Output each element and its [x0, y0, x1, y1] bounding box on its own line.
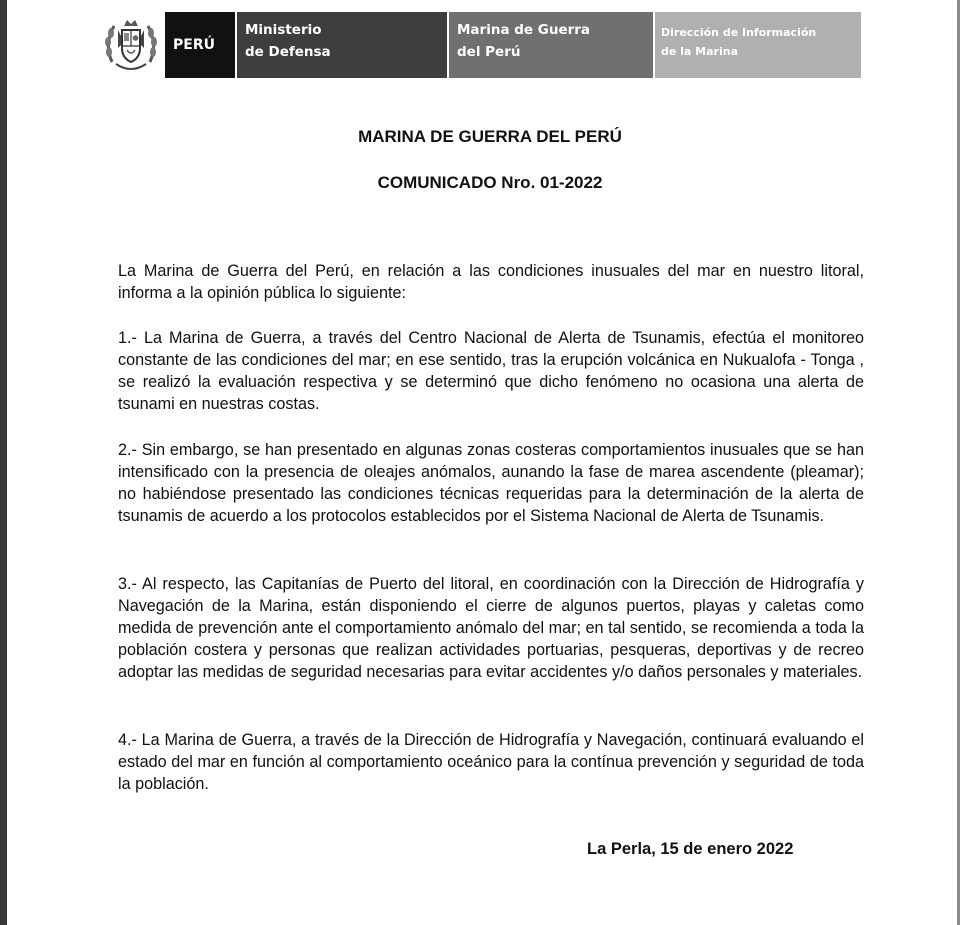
marina-line-1: Marina de Guerra — [457, 22, 591, 38]
direccion-block — [655, 12, 861, 78]
paragraph-2: 2.- Sin embargo, se han presentado en algunas zonas costeras comportamientos inusuales que se han intensificado con la presencia de oleajes anómalos, aunando la fase de marea ascendente (pleamar); no habiéndose presentado las condiciones técnicas requeridas para la determinación de la alerta de tsunamis de acuerdo a los protocolos establecidos por el Sistema Nacional de Alerta de Tsunamis. — [118, 441, 864, 525]
ministerio-line-1: Ministerio — [245, 22, 322, 38]
letterhead — [100, 12, 861, 78]
ministerio-line-2: de Defensa — [245, 44, 331, 60]
intro-paragraph: La Marina de Guerra del Perú, en relación a las condiciones inusuales del mar en nuestro litoral, informa a la opinión pública lo siguiente: — [118, 262, 864, 302]
paragraph-4: 4.- La Marina de Guerra, a través de la Dirección de Hidrografía y Navegación, continuará evaluando el estado del mar en función al comportamiento oceánico para la contínua prevención y seguridad de toda la población. — [118, 731, 864, 793]
communique-number: COMUNICADO Nro. 01-2022 — [377, 173, 603, 192]
place-and-date: La Perla, 15 de enero 2022 — [587, 840, 794, 858]
marina-block — [449, 12, 653, 78]
paragraph-3: 3.- Al respecto, las Capitanías de Puerto del litoral, en coordinación con la Dirección de Hidrografía y Navegación de la Marina, están disponiendo el cierre de algunos puertos, playas y caletas como medida de prevención ante el comportamiento anómalo del mar; en tal sentido, se recomienda a toda la población costera y personas que realizan actividades portuarias, pesqueras, deportivas y de recreo adoptar las medidas de seguridad necesarias para evitar accidentes y/o daños personales y materiales. — [118, 575, 864, 681]
paragraph-1: 1.- La Marina de Guerra, a través del Centro Nacional de Alerta de Tsunamis, efectúa el monitoreo constante de las condiciones del mar; en ese sentido, tras la erupción volcánica en Nukualofa - Tonga , se realizó la evaluación respectiva y se determinó que dicho fenómeno no ocasiona una alerta de tsunami en nuestras costas. — [118, 329, 864, 413]
direccion-line-2: de la Marina — [661, 45, 739, 58]
ministerio-block — [237, 12, 447, 78]
peru-label — [165, 12, 235, 78]
peru-label-text: PERÚ — [173, 37, 215, 53]
coat-of-arms-icon — [100, 12, 162, 78]
document-heading: MARINA DE GUERRA DEL PERÚ — [358, 127, 622, 146]
direccion-line-1: Dirección de Información — [661, 26, 817, 39]
marina-line-2: del Perú — [457, 44, 521, 60]
